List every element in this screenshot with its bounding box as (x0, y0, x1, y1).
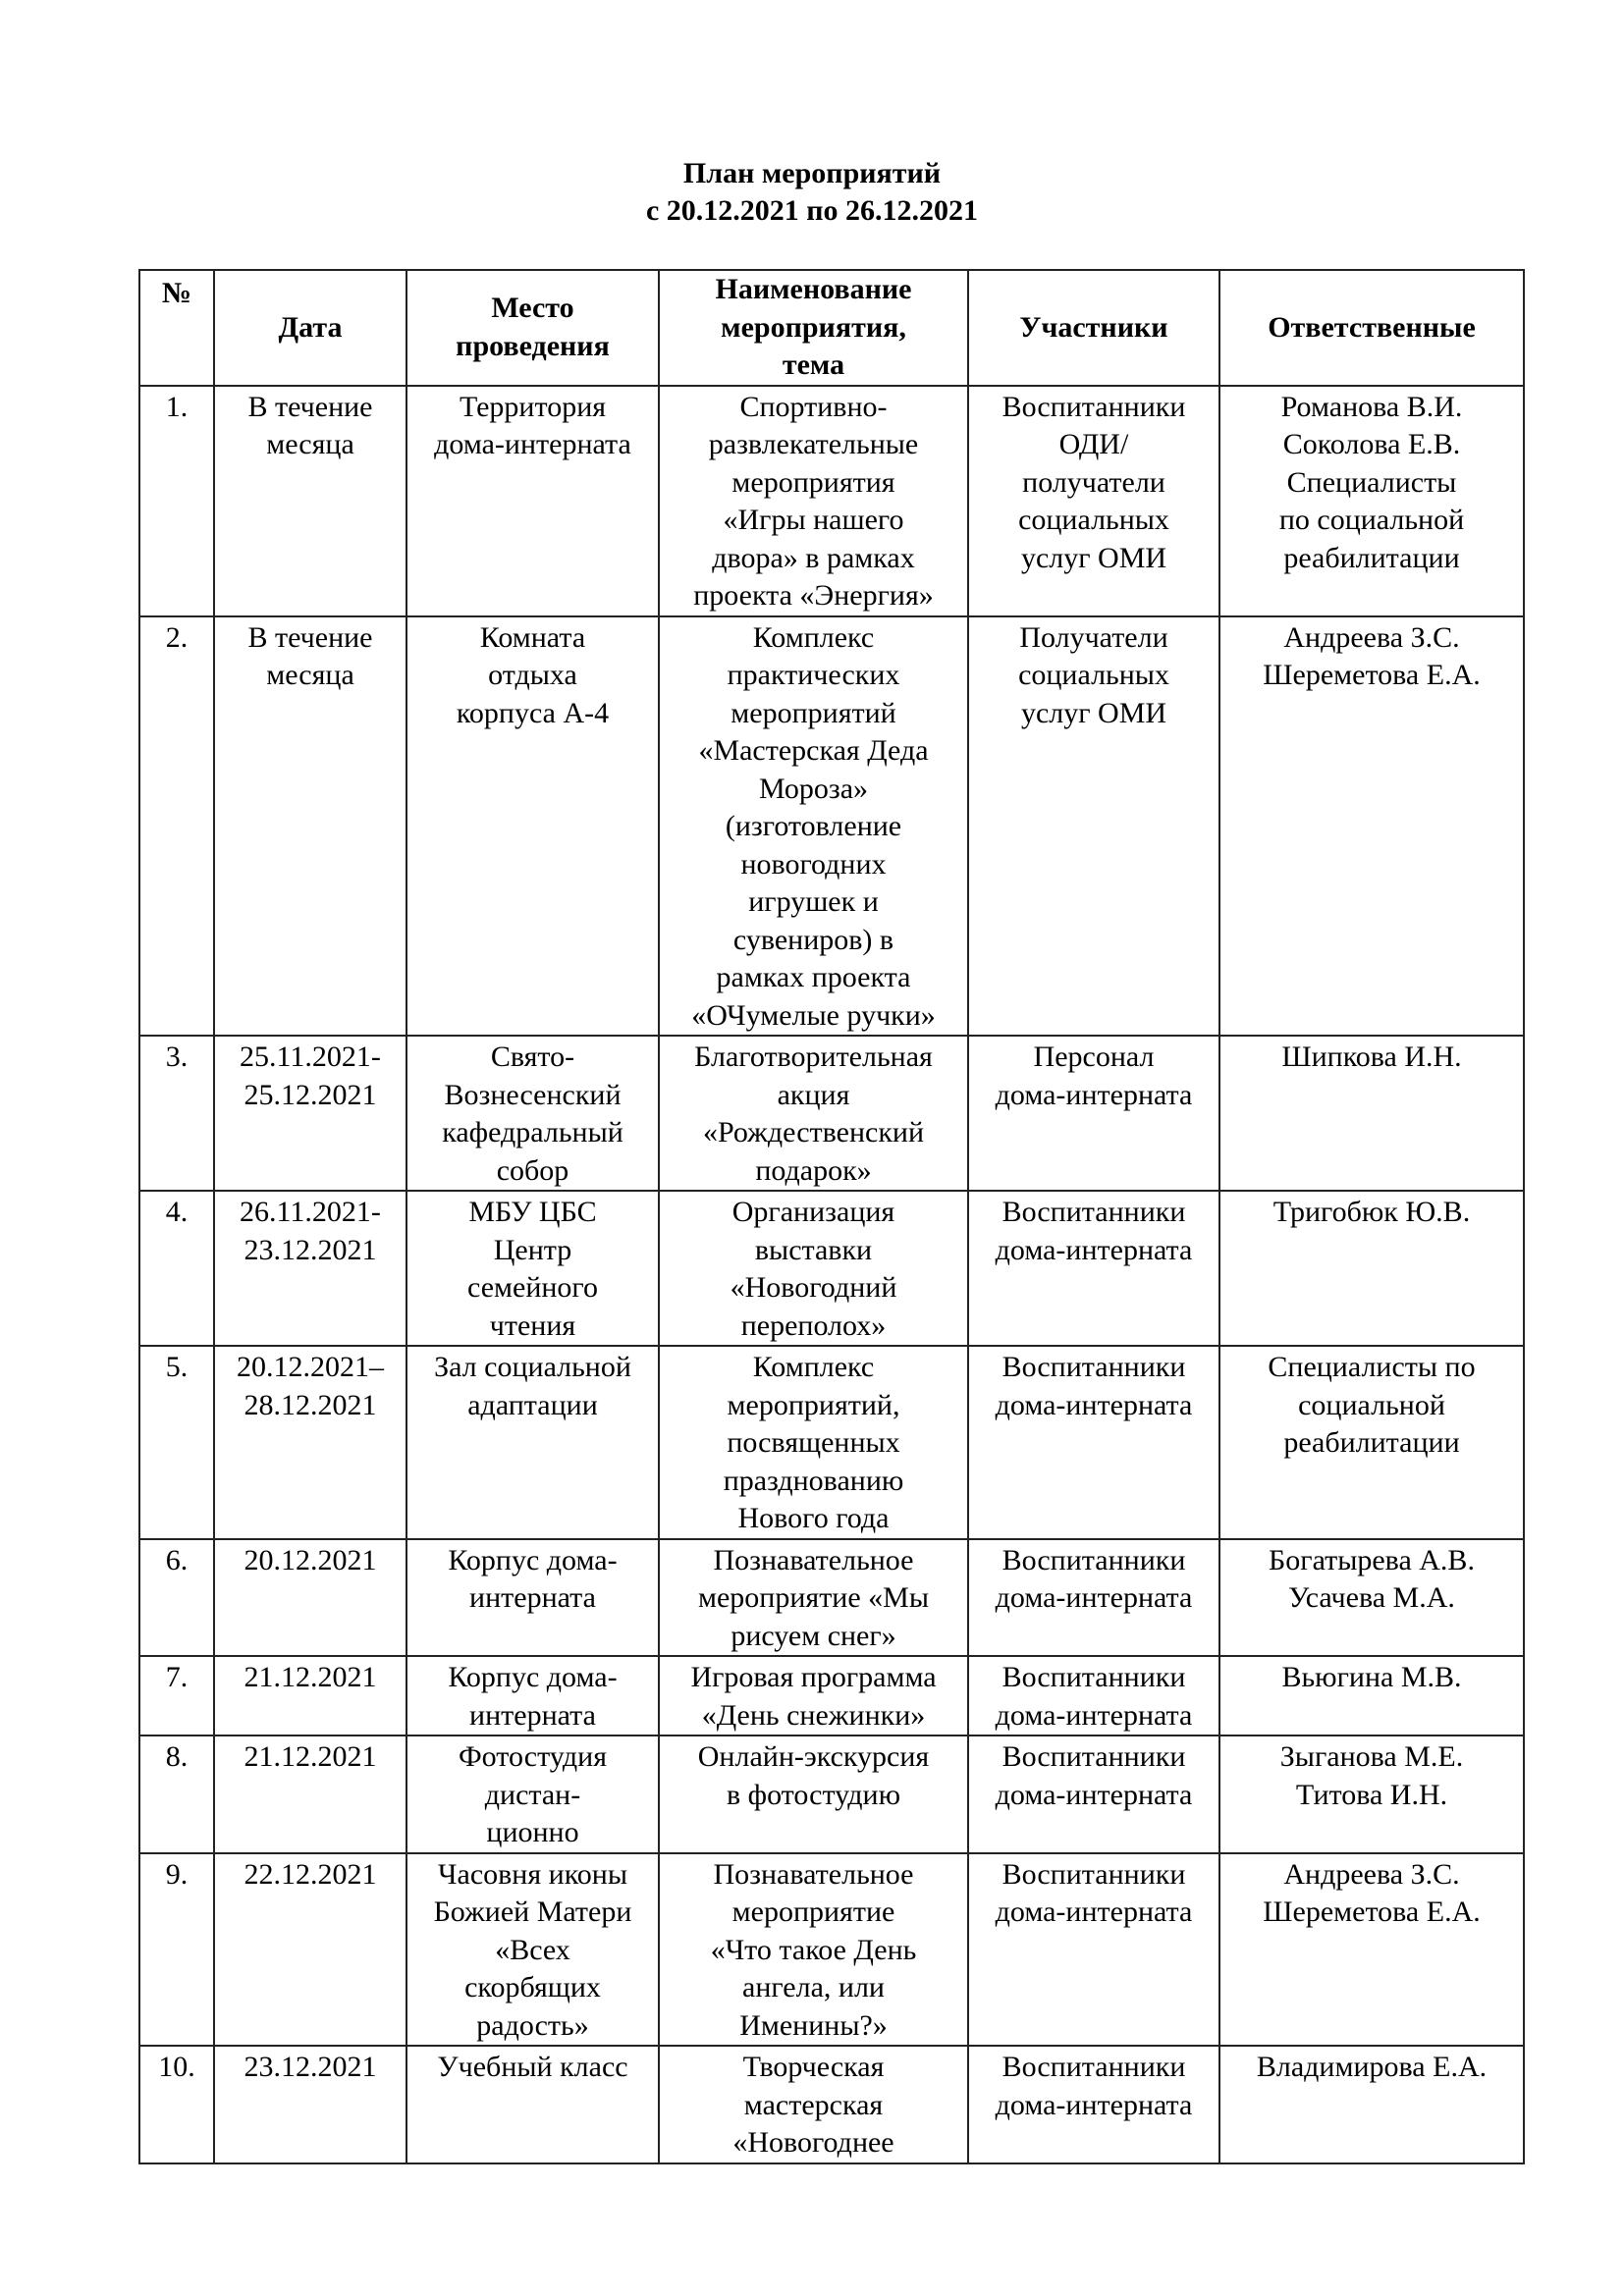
cell-line: Воспитанники (1001, 1661, 1186, 1693)
title-line-2-date-range: с 20.12.2021 по 26.12.2021 (645, 194, 979, 227)
cell-line: Воспитанники (1001, 1351, 1186, 1383)
cell-line: Фотостудия (458, 1740, 608, 1773)
cell-line: «Игры нашего (723, 504, 904, 536)
cell-participants (968, 1735, 1219, 1853)
cell-line: 25.11.2021- (240, 1041, 381, 1073)
cell-date (214, 1656, 406, 1735)
table-row (139, 1853, 1524, 2047)
table-row (139, 1346, 1524, 1539)
cell-line: 23.12.2021 (244, 1233, 377, 1266)
cell-line: выставки (754, 1233, 873, 1266)
cell-responsible (1219, 2046, 1524, 2163)
cell-line: Мороза» (758, 772, 869, 805)
cell-line: 20.12.2021– (237, 1351, 384, 1383)
cell-responsible (1219, 1853, 1524, 2047)
cell-line: Творческая (742, 2051, 885, 2083)
cell-line: двора» в рамках (712, 541, 915, 574)
cell-line: Воспитанники (1001, 1857, 1186, 1891)
cell-line: Усачева М.А. (1288, 1581, 1455, 1614)
cell-line: «Что такое День (710, 1933, 917, 1966)
cell-participants (968, 1191, 1219, 1346)
cell-line: скорбящих (464, 1971, 601, 2003)
cell-line: «Мастерская Деда (698, 734, 929, 767)
cell-line: месяца (266, 659, 354, 691)
cell-date (214, 1539, 406, 1657)
header-event (659, 270, 968, 386)
cell-line: по социальной (1278, 504, 1465, 536)
cell-line: Воспитанники (1001, 2051, 1186, 2083)
cell-date (214, 386, 406, 616)
cell-line: дома-интерната (995, 1698, 1193, 1732)
cell-line: отдыха (488, 659, 577, 691)
cell-line: социальных (1018, 659, 1169, 691)
cell-line: Воспитанники (1001, 1740, 1186, 1773)
cell-line: социальных (1018, 504, 1169, 536)
cell-line: Специалисты по (1268, 1351, 1476, 1383)
cell-line: (изготовление (725, 810, 902, 842)
cell-line: Романова В.И. (1280, 390, 1463, 423)
cell-date (214, 616, 406, 1037)
cell-line: акция (777, 1078, 850, 1111)
header-place (406, 270, 659, 386)
header-date (214, 270, 406, 386)
cell-line: дистан- (484, 1778, 581, 1811)
cell-line: дома-интерната (434, 428, 631, 460)
cell-line: радость» (476, 2008, 589, 2042)
table-row (139, 616, 1524, 1037)
cell-place (406, 1539, 659, 1657)
header-responsible (1219, 270, 1524, 386)
cell-line: дома-интерната (995, 1388, 1193, 1421)
cell-line: практических (727, 659, 900, 691)
cell-line: Титова И.Н. (1295, 1778, 1448, 1811)
cell-number: 9. (139, 1853, 214, 2047)
cell-number: 2. (139, 616, 214, 1037)
cell-line: Корпус дома- (448, 1661, 618, 1693)
cell-line: Спортивно- (739, 390, 888, 423)
cell-line: 21.12.2021 (244, 1661, 377, 1693)
cell-event (659, 386, 968, 616)
cell-line: проекта «Энергия» (693, 579, 934, 612)
cell-line: дома-интерната (995, 1581, 1193, 1614)
table-row (139, 1735, 1524, 1853)
cell-line: Онлайн-экскурсия (697, 1740, 930, 1773)
cell-line: празднованию (723, 1464, 904, 1497)
events-plan-table (138, 269, 1525, 2164)
cell-line: сувениров) в (732, 923, 894, 956)
cell-date (214, 1036, 406, 1191)
cell-line: Территория (459, 390, 607, 423)
cell-line: Часовня иконы (438, 1857, 627, 1891)
cell-place (406, 386, 659, 616)
cell-number: 10. (139, 2046, 214, 2163)
cell-line: реабилитации (1283, 1426, 1460, 1459)
cell-line: рамках проекта (716, 961, 911, 993)
title-line-1: План мероприятий (682, 157, 942, 189)
document-title (0, 155, 1624, 230)
cell-event (659, 1191, 968, 1346)
cell-line: ОДИ/ (1058, 428, 1129, 460)
cell-line: посвященных (727, 1426, 900, 1459)
cell-line: мероприятие «Мы (697, 1581, 930, 1614)
cell-line: интерната (469, 1698, 596, 1732)
cell-line: игрушек и (748, 885, 879, 918)
cell-line: Божией Матери (433, 1896, 632, 1928)
cell-line: Познавательное (713, 1857, 914, 1891)
cell-line: Зыганова М.Е. (1279, 1740, 1464, 1773)
cell-line: 22.12.2021 (244, 1857, 377, 1891)
cell-number: 7. (139, 1656, 214, 1735)
cell-event (659, 1346, 968, 1539)
cell-line: Шереметова Е.А. (1263, 1896, 1481, 1928)
cell-participants (968, 616, 1219, 1037)
cell-line: В течение (247, 390, 373, 423)
cell-line: мероприятия, (721, 310, 906, 344)
cell-responsible (1219, 1036, 1524, 1191)
table-row (139, 2046, 1524, 2163)
cell-responsible (1219, 1656, 1524, 1735)
cell-line: Благотворительная (694, 1041, 933, 1073)
cell-line: Учебный класс (437, 2051, 628, 2083)
cell-line: В течение (247, 620, 373, 654)
cell-place (406, 2046, 659, 2163)
cell-line: Дата (278, 310, 343, 344)
cell-number: 8. (139, 1735, 214, 1853)
cell-participants (968, 1036, 1219, 1191)
table-row (139, 1656, 1524, 1735)
cell-line: собор (496, 1153, 569, 1187)
cell-responsible (1219, 616, 1524, 1037)
cell-event (659, 1735, 968, 1853)
cell-line: 21.12.2021 (244, 1740, 377, 1773)
cell-line: ционно (486, 1816, 579, 1848)
cell-line: Место (491, 292, 574, 325)
cell-line: «Рождественский (702, 1116, 925, 1148)
cell-number: 1. (139, 386, 214, 616)
cell-place (406, 1191, 659, 1346)
cell-line: Воспитанники (1001, 1543, 1186, 1576)
cell-line: Участники (1019, 310, 1168, 344)
cell-line: переполох» (740, 1308, 887, 1342)
cell-line: подарок» (755, 1153, 872, 1187)
cell-date (214, 2046, 406, 2163)
cell-place (406, 1656, 659, 1735)
cell-line: Организация (731, 1196, 895, 1228)
cell-line: Свято- (490, 1041, 575, 1073)
cell-participants (968, 386, 1219, 616)
cell-line: ангела, или (742, 1971, 885, 2003)
cell-line: развлекательные (708, 428, 919, 460)
cell-line: Именины?» (739, 2008, 888, 2042)
cell-line: получатели (1022, 465, 1165, 499)
cell-place (406, 1735, 659, 1853)
cell-line: Шипкова И.Н. (1281, 1041, 1462, 1073)
table-row (139, 1539, 1524, 1657)
cell-line: Вознесенский (444, 1078, 622, 1111)
cell-line: Центр (493, 1233, 572, 1266)
cell-event (659, 1656, 968, 1735)
cell-line: рисуем снег» (731, 1619, 896, 1652)
cell-line: мероприятие (731, 1896, 895, 1928)
cell-line: Наименование (715, 273, 912, 305)
cell-responsible (1219, 1539, 1524, 1657)
cell-date (214, 1735, 406, 1853)
cell-line: «Всех (495, 1933, 570, 1966)
cell-line: чтения (489, 1308, 576, 1342)
cell-line: Зал социальной (434, 1351, 631, 1383)
cell-participants (968, 1346, 1219, 1539)
cell-event (659, 2046, 968, 2163)
cell-line: 20.12.2021 (244, 1543, 377, 1576)
cell-participants (968, 2046, 1219, 2163)
table-row (139, 386, 1524, 616)
cell-line: дома-интерната (995, 1078, 1193, 1111)
cell-responsible (1219, 1191, 1524, 1346)
cell-place (406, 1346, 659, 1539)
cell-line: Владимирова Е.А. (1256, 2051, 1488, 2083)
cell-line: «День снежинки» (701, 1698, 926, 1732)
cell-line: услуг ОМИ (1020, 696, 1167, 729)
cell-line: кафедральный (442, 1116, 623, 1148)
cell-line: Получатели (1019, 620, 1168, 654)
cell-line: дома-интерната (995, 1233, 1193, 1266)
cell-line: Воспитанники (1001, 390, 1186, 423)
cell-line: семейного (467, 1271, 598, 1304)
cell-responsible (1219, 1735, 1524, 1853)
cell-line: проведения (456, 329, 610, 362)
cell-line: Тригобюк Ю.В. (1272, 1196, 1471, 1228)
cell-responsible (1219, 386, 1524, 616)
cell-line: Комплекс (752, 620, 875, 654)
cell-line: 26.11.2021- (240, 1196, 381, 1228)
cell-line: Воспитанники (1001, 1196, 1186, 1228)
cell-line: «Новогоднее (732, 2126, 894, 2159)
cell-line: Комната (479, 620, 586, 654)
cell-event (659, 616, 968, 1037)
cell-line: Андреева З.С. (1283, 1857, 1460, 1891)
cell-number: 6. (139, 1539, 214, 1657)
cell-line: месяца (266, 428, 354, 460)
cell-date (214, 1191, 406, 1346)
cell-line: мероприятия (731, 465, 895, 499)
cell-line: Богатырева А.В. (1269, 1543, 1475, 1576)
cell-line: социальной (1298, 1388, 1445, 1421)
cell-place (406, 616, 659, 1037)
cell-line: тема (782, 348, 845, 381)
cell-line: Специалисты (1286, 465, 1457, 499)
cell-event (659, 1036, 968, 1191)
cell-line: МБУ ЦБС (468, 1196, 597, 1228)
cell-place (406, 1853, 659, 2047)
cell-number: 3. (139, 1036, 214, 1191)
cell-line: мероприятий (731, 696, 896, 729)
cell-line: адаптации (467, 1388, 598, 1421)
cell-line: дома-интерната (995, 1896, 1193, 1928)
header-participants (968, 270, 1219, 386)
table-row (139, 1191, 1524, 1346)
cell-number: 4. (139, 1191, 214, 1346)
cell-place (406, 1036, 659, 1191)
cell-participants (968, 1853, 1219, 2047)
cell-line: мастерская (743, 2088, 884, 2121)
cell-line: Андреева З.С. (1283, 620, 1460, 654)
cell-line: 23.12.2021 (244, 2051, 377, 2083)
table-row (139, 1036, 1524, 1191)
cell-line: в фотостудию (726, 1778, 901, 1811)
cell-line: Шереметова Е.А. (1263, 659, 1481, 691)
cell-line: Персонал (1033, 1041, 1155, 1073)
cell-number: 5. (139, 1346, 214, 1539)
cell-line: «ОЧумелые ручки» (691, 998, 936, 1032)
cell-line: «Новогодний (730, 1271, 897, 1304)
cell-line: Игровая программа (690, 1661, 937, 1693)
cell-line: дома-интерната (995, 1778, 1193, 1811)
cell-line: реабилитации (1283, 541, 1460, 574)
cell-line: Корпус дома- (448, 1543, 618, 1576)
cell-event (659, 1853, 968, 2047)
cell-line: услуг ОМИ (1020, 541, 1167, 574)
cell-participants (968, 1656, 1219, 1735)
cell-line: Вьюгина М.В. (1281, 1661, 1462, 1693)
cell-participants (968, 1539, 1219, 1657)
cell-line: Познавательное (713, 1543, 914, 1576)
cell-line: интерната (469, 1581, 596, 1614)
cell-event (659, 1539, 968, 1657)
table-body (139, 386, 1524, 2163)
cell-line: новогодних (740, 847, 887, 881)
cell-line: Комплекс (752, 1351, 875, 1383)
cell-line: Нового года (737, 1502, 890, 1534)
cell-line: корпуса А-4 (456, 696, 610, 729)
cell-responsible (1219, 1346, 1524, 1539)
cell-line: мероприятий, (727, 1388, 900, 1421)
cell-line: 28.12.2021 (244, 1388, 377, 1421)
cell-line: Соколова Е.В. (1282, 428, 1461, 460)
cell-line: Ответственные (1268, 310, 1476, 344)
cell-date (214, 1853, 406, 2047)
table-header-row (139, 270, 1524, 386)
cell-date (214, 1346, 406, 1539)
header-number: № (139, 270, 214, 386)
cell-line: 25.12.2021 (244, 1078, 377, 1111)
cell-line: дома-интерната (995, 2088, 1193, 2121)
